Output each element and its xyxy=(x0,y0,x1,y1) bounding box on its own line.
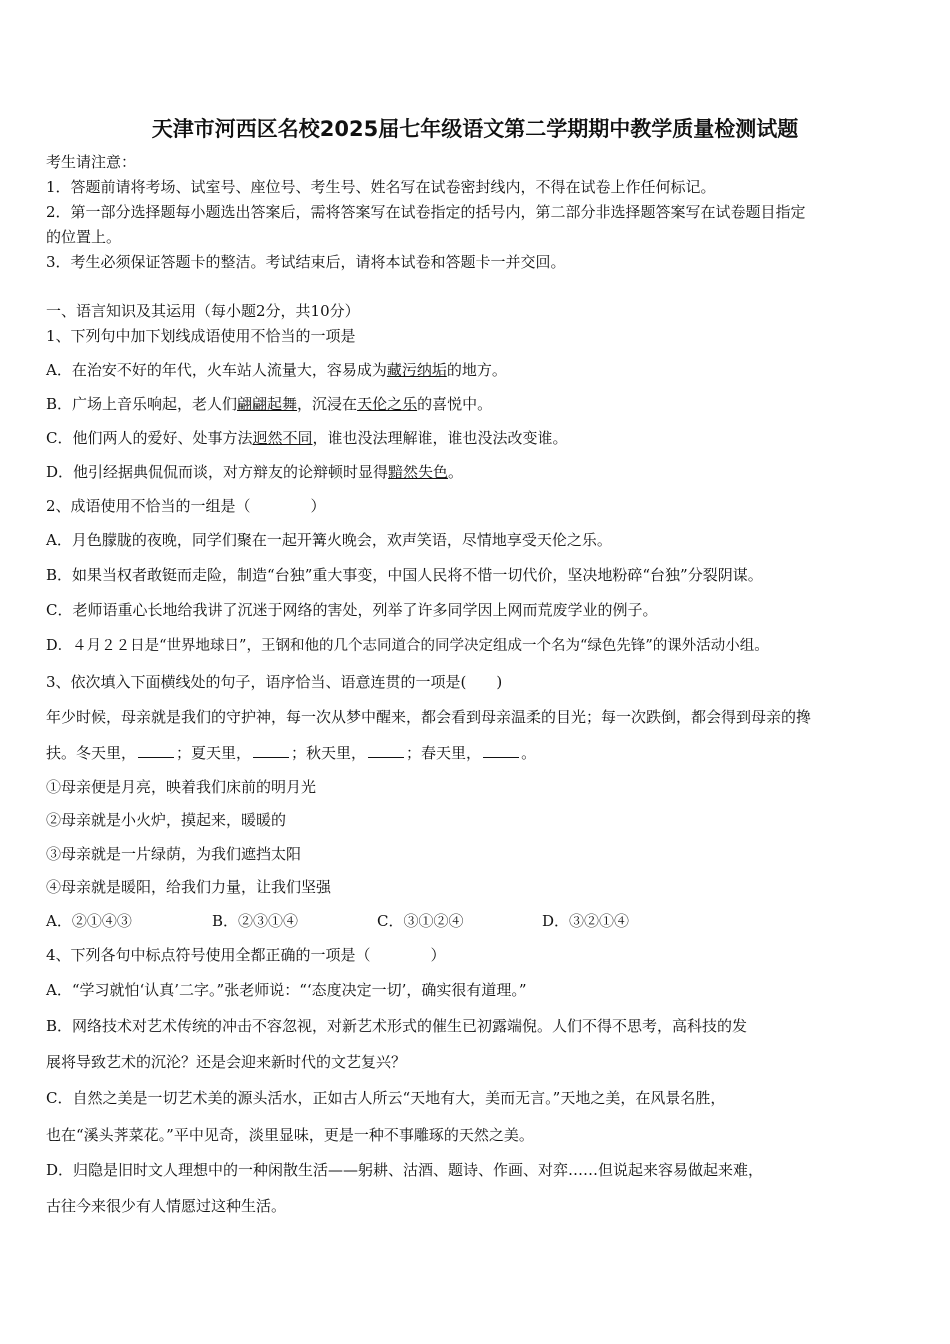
notice-item: 1．答题前请将考场、试室号、座位号、考生号、姓名写在试卷密封线内，不得在试卷上作任何标记。 xyxy=(46,178,716,196)
q3-sentence-3: ③母亲就是一片绿荫，为我们遮挡太阳 xyxy=(46,845,302,863)
q1-b-text-mid: ，沉浸在 xyxy=(297,395,358,413)
q4-option-c-cont: 也在“溪头荠菜花。”平中见奇，淡里显味，更是一种不事雕琢的天然之美。 xyxy=(46,1126,534,1144)
q1-a-text: A．在治安不好的年代，火车站人流量大，容易成为 xyxy=(46,361,387,379)
q1-a-text-end: 的地方。 xyxy=(446,361,507,379)
q2-option-b: B．如果当权者敢铤而走险，制造“台独”重大事变，中国人民将不惜一切代价，坚决地粉碎“台独”分裂阴谋。 xyxy=(46,566,763,584)
q1-option-c xyxy=(46,428,568,448)
q4-stem: 4、下列各句中标点符号使用全都正确的一项是（ ） xyxy=(46,946,446,964)
q2-option-a: A．月色朦胧的夜晚，同学们聚在一起开篝火晚会，欢声笑语，尽情地享受天伦之乐。 xyxy=(46,531,612,549)
notice-item: 2．第一部分选择题每小题选出答案后，需将答案写在试卷指定的括号内，第二部分非选择题答案写在试卷题目指定 xyxy=(46,203,806,221)
q1-d-text: D．他引经据典侃侃而谈，对方辩友的论辩顿时显得 xyxy=(46,463,389,481)
q1-a-idiom: 藏污纳垢 xyxy=(386,361,447,379)
q3-stem: 3、依次填入下面横线处的句子，语序恰当、语意连贯的一项是( ) xyxy=(46,673,503,691)
q1-option-d xyxy=(46,462,463,482)
q3-passage-line-2 xyxy=(46,743,536,763)
q2-stem: 2、成语使用不恰当的一组是（ ） xyxy=(46,497,326,515)
q1-c-text-end: ，谁也没法理解谁，谁也没法改变谁。 xyxy=(312,429,568,447)
q3-passage-text: 。 xyxy=(521,744,537,762)
q1-b-text: B．广场上音乐响起，老人们 xyxy=(46,395,238,413)
q1-b-text-end: 的喜悦中。 xyxy=(417,395,493,413)
q3-sentence-1: ①母亲便是月亮，映着我们床前的明月光 xyxy=(46,778,317,796)
q3-sentence-2: ②母亲就是小火炉，摸起来，暖暖的 xyxy=(46,811,287,829)
q4-option-d: D．归隐是旧时文人理想中的一种闲散生活——躬耕、沽酒、题诗、作画、对弈……但说起来容易做起来难， xyxy=(46,1161,764,1179)
notice-item: 的位置上。 xyxy=(46,228,122,246)
q2-option-d: D．４月２２日是“世界地球日”，王钢和他的几个志同道合的同学决定组成一个名为“绿色先锋”的课外活动小组。 xyxy=(46,638,769,654)
q3-passage-text: ；春天里， xyxy=(406,744,482,762)
q4-option-a: A．“学习就怕‘认真’二字。”张老师说：“‘态度决定一切’，确实很有道理。” xyxy=(46,981,527,999)
q1-stem: 1、下列句中加下划线成语使用不恰当的一项是 xyxy=(46,327,356,345)
q2-option-c: C．老师语重心长地给我讲了沉迷于网络的害处，列举了许多同学因上网而荒废学业的例子。 xyxy=(46,601,658,619)
q3-passage-text: 扶。冬天里， xyxy=(46,744,137,762)
q1-b-idiom-1: 翩翩起舞 xyxy=(237,395,298,413)
q4-option-c: C．自然之美是一切艺术美的源头活水，正如古人所云“天地有大，美而无言。”天地之美，在风景名胜， xyxy=(46,1089,726,1107)
notice-item: 3．考生必须保证答题卡的整洁。考试结束后，请将本试卷和答题卡一并交回。 xyxy=(46,253,566,271)
fill-blank xyxy=(253,743,289,758)
q3-options xyxy=(46,911,629,931)
q3-sentence-4: ④母亲就是暖阳，给我们力量，让我们坚强 xyxy=(46,878,332,896)
q1-option-b xyxy=(46,394,492,414)
q3-passage-text: ；夏天里， xyxy=(176,744,252,762)
fill-blank xyxy=(368,743,404,758)
section-heading: 一、语言知识及其运用（每小题2分，共10分） xyxy=(46,302,360,320)
q3-passage-line: 年少时候，母亲就是我们的守护神，每一次从梦中醒来，都会看到母亲温柔的目光；每一次跌倒，都会得到母亲的搀 xyxy=(46,708,812,726)
q3-option-c: C．③①②④ xyxy=(377,912,464,930)
q3-option-a: A．②①④③ xyxy=(46,912,132,930)
q3-option-b: B．②③①④ xyxy=(212,912,299,930)
page-title: 天津市河西区名校2025届七年级语文第二学期期中教学质量检测试题 xyxy=(151,117,799,141)
q4-option-b-cont: 展将导致艺术的沉沦？还是会迎来新时代的文艺复兴？ xyxy=(46,1053,407,1071)
notice-header: 考生请注意： xyxy=(46,153,137,171)
fill-blank xyxy=(483,743,519,758)
q3-option-d: D．③②①④ xyxy=(542,912,630,930)
q1-option-a xyxy=(46,360,507,380)
q4-option-d-cont: 古往今来很少有人情愿过这种生活。 xyxy=(46,1197,287,1215)
q1-c-text: C．他们两人的爱好、处事方法 xyxy=(46,429,253,447)
q1-c-idiom: 迥然不同 xyxy=(252,429,313,447)
q4-option-b: B．网络技术对艺术传统的冲击不容忽视，对新艺术形式的催生已初露端倪。人们不得不思考，高科技的发 xyxy=(46,1017,748,1035)
fill-blank xyxy=(138,743,174,758)
q1-d-idiom: 黯然失色 xyxy=(388,463,449,481)
q3-passage-text: ；秋天里， xyxy=(291,744,367,762)
q1-d-text-end: 。 xyxy=(448,463,464,481)
q1-b-idiom-2: 天伦之乐 xyxy=(357,395,418,413)
